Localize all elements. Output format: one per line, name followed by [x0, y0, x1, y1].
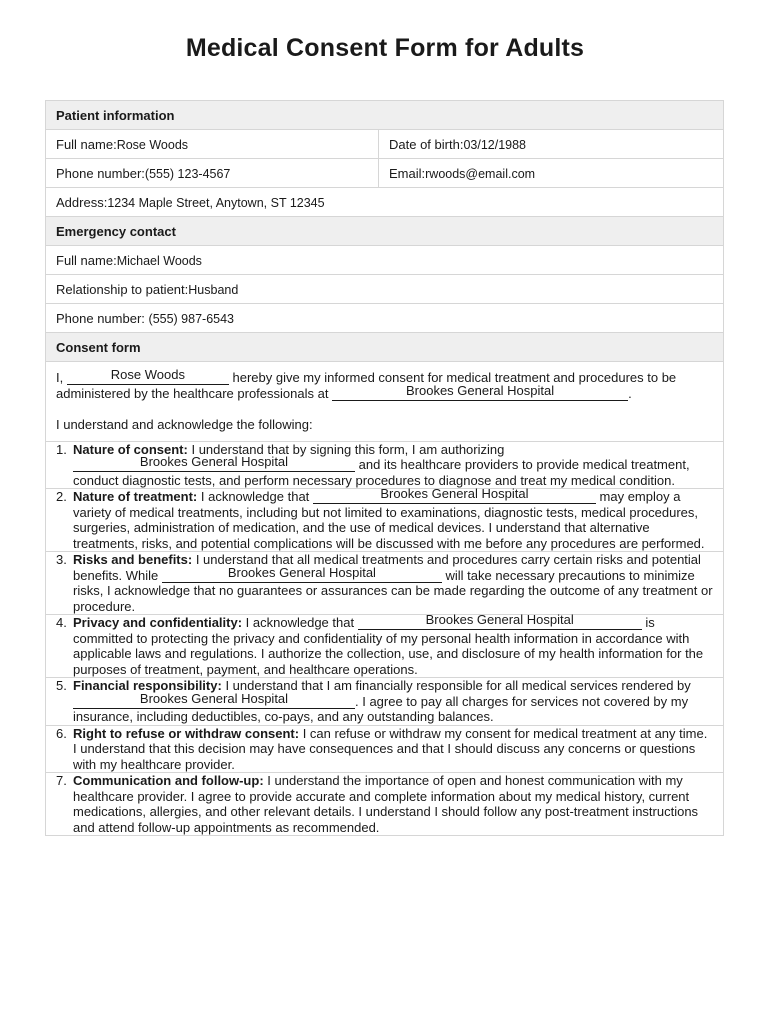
consent-item-7 — [46, 773, 724, 836]
form-title: Medical Consent Form for Adults — [185, 34, 585, 62]
patient-full-name-cell — [46, 130, 379, 159]
patient-info-header: Patient information — [46, 101, 724, 130]
intro-prefix: I, — [56, 370, 64, 385]
item-text: . I agree to pay all charges for services not covered by my insurance, including deductibles, co-pays, and any outstanding balances. — [73, 693, 689, 724]
item-provider-value: Brookes General Hospital — [380, 486, 529, 501]
consent-intro-cell — [46, 362, 724, 442]
consent-intro-text — [56, 367, 713, 401]
consent-item-6 — [46, 725, 724, 773]
consent-form-table — [45, 100, 724, 836]
consent-item-row — [46, 489, 724, 552]
consent-item-4 — [46, 612, 724, 678]
item-text: may employ a variety of medical treatments, including but not limited to examinations, diagnostic tests, medical procedures, surgeries, administration of medication, and the use of medical devices. I understand that alternative treatments, risks, and potential complications will be discussed with me before any procedures are performed. — [73, 489, 705, 551]
item-text: I understand that all medical treatments and procedures carry certain risks and potential benefits. While — [73, 552, 701, 583]
emergency-contact-header-row — [46, 217, 724, 246]
emergency-full-name-label: Full name: — [56, 252, 117, 268]
patient-phone-cell — [46, 159, 379, 188]
intro-name-value: Rose Woods — [110, 367, 185, 382]
item-provider-value: Brookes General Hospital — [227, 564, 376, 580]
item-title: Risks and benefits: — [73, 552, 193, 567]
emergency-name-row — [46, 246, 724, 275]
consent-item-1 — [46, 441, 724, 489]
consent-item-row — [46, 725, 724, 773]
emergency-full-name-field[interactable]: Michael Woods — [116, 253, 202, 268]
item-3-provider-field[interactable] — [162, 564, 442, 583]
emergency-name-cell — [46, 246, 724, 275]
patient-email-cell — [379, 159, 724, 188]
consent-item-2 — [46, 486, 724, 552]
consent-item-3 — [46, 552, 724, 615]
item-number: 3. — [56, 552, 67, 567]
emergency-phone-field[interactable]: (555) 987-6543 — [148, 311, 235, 326]
patient-phone-field[interactable]: (555) 123-4567 — [144, 166, 231, 181]
item-4-provider-field[interactable] — [358, 612, 642, 630]
item-title: Financial responsibility: — [73, 678, 222, 693]
emergency-relationship-cell — [46, 275, 724, 304]
item-text: is committed to protecting the privacy and confidentiality of my personal health information in accordance with applicable laws and regulations. I authorize the collection, use, and disclosure of my health information for the purposes of treatment, payment, and healthcare operations. — [73, 615, 704, 677]
acknowledge-text: I understand and acknowledge the following: — [56, 417, 313, 432]
item-number: 4. — [56, 615, 67, 630]
item-provider-value: Brookes General Hospital — [139, 454, 289, 469]
item-number: 6. — [56, 725, 67, 741]
item-number: 2. — [56, 489, 67, 504]
item-text: I understand the importance of open and honest communication with my healthcare provider. I agree to provide accurate and complete information about my medical history, current medications, allergies, and other relevant details. I understand I should follow any post-treatment instructions and attend follow-up appointments as recommended. — [73, 773, 699, 835]
patient-name-dob-row — [46, 130, 724, 159]
patient-address-cell — [46, 188, 724, 217]
consent-item-row — [46, 773, 724, 836]
item-text: I acknowledge that — [200, 489, 310, 504]
item-text: I understand that by signing this form, I am authorizing — [191, 441, 505, 457]
item-provider-value: Brookes General Hospital — [425, 612, 574, 627]
consent-form-header: Consent form — [46, 333, 724, 362]
intro-name-field[interactable] — [67, 367, 229, 385]
item-provider-value: Brookes General Hospital — [139, 690, 289, 706]
consent-item-row — [46, 678, 724, 726]
patient-dob-cell — [379, 130, 724, 159]
consent-item-5 — [46, 678, 724, 726]
intro-provider-field[interactable] — [332, 382, 628, 401]
consent-item-row — [46, 441, 724, 489]
patient-phone-email-row — [46, 159, 724, 188]
patient-email-label: Email: — [389, 165, 426, 181]
emergency-relationship-label: Relationship to patient: — [56, 281, 189, 297]
emergency-relationship-field[interactable]: Husband — [188, 282, 239, 297]
consent-item-row — [46, 552, 724, 615]
emergency-phone-cell — [46, 304, 724, 333]
item-number: 5. — [56, 678, 67, 693]
consent-intro-row — [46, 362, 724, 442]
patient-address-label: Address: — [56, 194, 108, 210]
item-2-provider-field[interactable] — [313, 486, 596, 504]
item-number: 1. — [56, 441, 67, 457]
emergency-contact-header: Emergency contact — [46, 217, 724, 246]
item-1-provider-field[interactable] — [73, 454, 355, 472]
consent-item-row — [46, 615, 724, 678]
item-title: Communication and follow-up: — [73, 773, 264, 788]
emergency-phone-row — [46, 304, 724, 333]
intro-provider-value: Brookes General Hospital — [405, 382, 555, 398]
patient-address-row — [46, 188, 724, 217]
item-text: I can refuse or withdraw my consent for medical treatment at any time. I understand that this decision may have consequences and that I should discuss any concerns or questions with my healthcare provider. — [73, 725, 708, 772]
consent-form-header-row — [46, 333, 724, 362]
item-title: Privacy and confidentiality: — [73, 615, 243, 630]
emergency-phone-label: Phone number: — [56, 310, 145, 326]
patient-phone-label: Phone number: — [56, 165, 145, 181]
intro-mid-text: hereby give my informed consent for medical treatment and procedures to be administered by the healthcare professionals at — [56, 370, 677, 401]
item-title: Right to refuse or withdraw consent: — [73, 725, 300, 741]
patient-info-header-row — [46, 101, 724, 130]
patient-address-field[interactable]: 1234 Maple Street, Anytown, ST 12345 — [107, 195, 325, 210]
item-5-provider-field[interactable] — [73, 690, 355, 709]
item-title: Nature of treatment: — [73, 489, 198, 504]
item-number: 7. — [56, 773, 67, 788]
item-text: I acknowledge that — [245, 615, 355, 630]
patient-full-name-field[interactable]: Rose Woods — [116, 137, 189, 152]
emergency-relationship-row — [46, 275, 724, 304]
item-text: will take necessary precautions to minimize risks, I acknowledge that no guarantees or assurances can be made regarding the outcome of any treatment or procedure. — [73, 567, 713, 614]
patient-dob-field[interactable]: 03/12/1988 — [463, 137, 526, 152]
patient-full-name-label: Full name: — [56, 136, 117, 152]
item-text: I understand that I am financially responsible for all medical services rendered by — [225, 678, 691, 693]
item-title: Nature of consent: — [73, 441, 188, 457]
patient-email-field[interactable]: rwoods@email.com — [425, 166, 536, 181]
patient-dob-label: Date of birth: — [389, 136, 464, 152]
intro-end: . — [628, 385, 632, 401]
item-text: and its healthcare providers to provide medical treatment, conduct diagnostic tests, and perform necessary procedures to diagnose and treat my medical condition. — [73, 457, 690, 488]
